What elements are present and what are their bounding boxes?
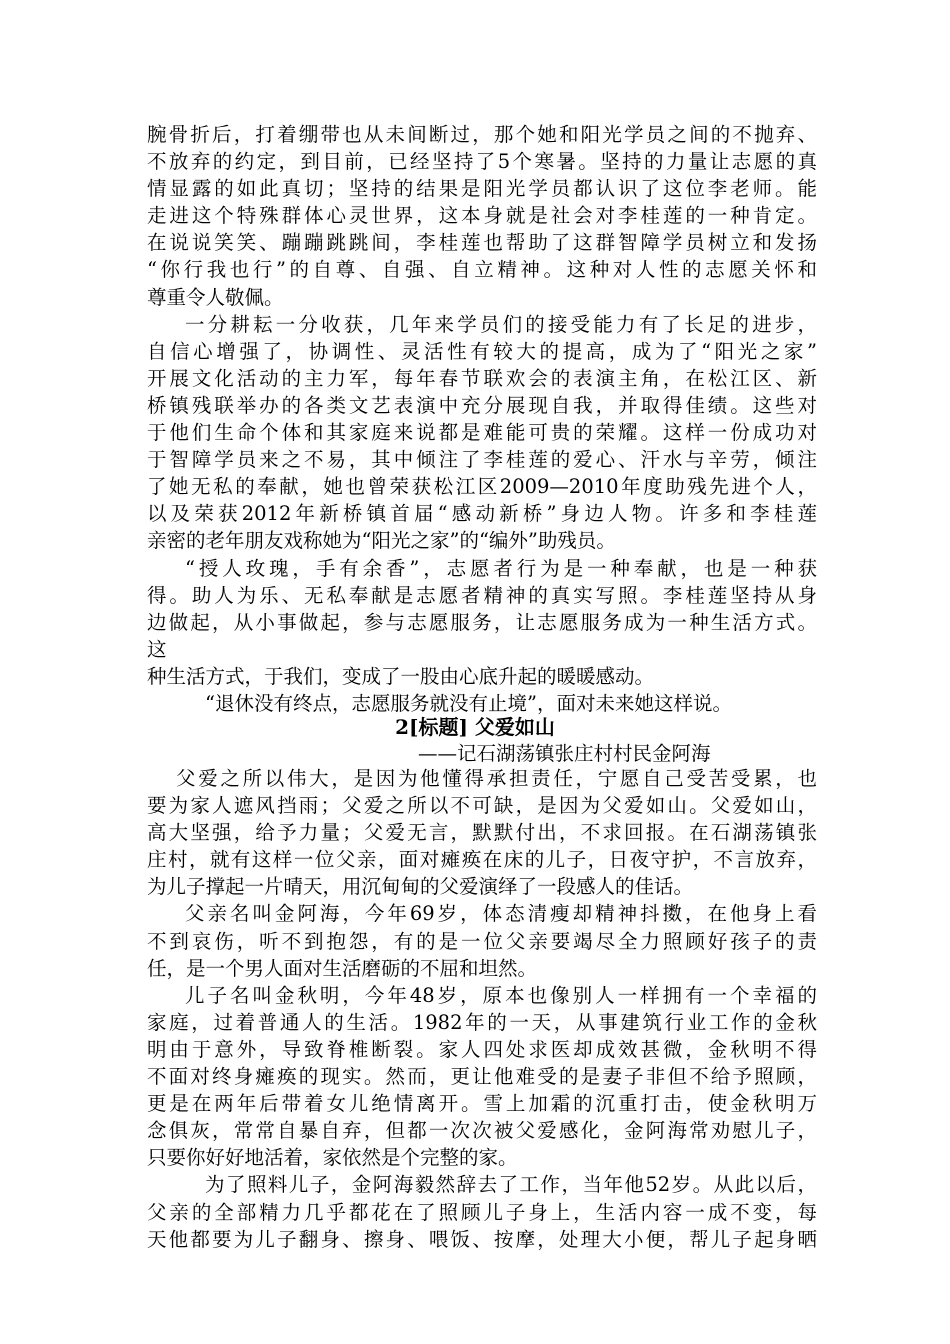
text-line: 不到哀伤，听不到抱怨，有的是一位父亲要竭尽全力照顾好孩子的责 [147, 929, 817, 953]
text-line: 要为家人遮风挡雨；父爱之所以不可缺，是因为父爱如山。父爱如山， [147, 794, 817, 818]
text-line: 腕骨折后，打着绷带也从未间断过，那个她和阳光学员之间的不抛弃、 [147, 123, 817, 146]
text-line: 明由于意外，导致脊椎断裂。家人四处求医却成效甚微，金秋明不得 [147, 1037, 817, 1061]
text-line: 庄村，就有这样一位父亲，面对瘫痪在床的儿子，日夜守护，不言放弃， [147, 848, 817, 872]
text-line: 念俱灰，常常自暴自弃，但都一次次被父爱感化，金阿海常劝慰儿子， [147, 1119, 817, 1143]
text-line: 为了照料儿子，金阿海毅然辞去了工作，当年他52岁。从此以后， [205, 1173, 817, 1197]
text-line: 种生活方式，于我们，变成了一股由心底升起的暖暖感动。 [147, 664, 655, 688]
text-line: 这 [147, 637, 167, 661]
text-line: 得。助人为乐、无私奉献是志愿者精神的真实写照。李桂莲坚持从身 [147, 583, 817, 607]
text-line: 于他们生命个体和其家庭来说都是难能可贵的荣耀。这样一份成功对 [147, 421, 817, 445]
text-line: 高大坚强，给予力量；父爱无言，默默付出，不求回报。在石湖荡镇张 [147, 821, 817, 845]
text-line: 只要你好好地活着，家依然是个完整的家。 [147, 1146, 518, 1170]
text-line: 以及荣获2012年新桥镇首届“感动新桥”身边人物。许多和李桂莲 [147, 502, 817, 526]
text-line: 父亲的全部精力几乎都花在了照顾儿子身上，生活内容一成不变，每 [147, 1200, 817, 1224]
text-line: 更是在两年后带着女儿绝情离开。雪上加霜的沉重打击，使金秋明万 [147, 1092, 817, 1116]
text-line: “授人玫瑰，手有余香”，志愿者行为是一种奉献，也是一种获 [185, 556, 817, 580]
text-line: 尊重令人敬佩。 [147, 285, 284, 309]
text-line: 走进这个特殊群体心灵世界，这本身就是社会对李桂莲的一种肯定。 [147, 204, 817, 228]
text-line: “你行我也行”的自尊、自强、自立精神。这种对人性的志愿关怀和 [147, 258, 817, 282]
text-line: 一分耕耘一分收获，几年来学员们的接受能力有了长足的进步， [185, 312, 817, 336]
text-line: 了她无私的奉献，她也曾荣获松江区2009—2010年度助残先进个人， [147, 475, 817, 499]
article-1-body [147, 121, 817, 717]
text-line: 开展文化活动的主力军，每年春节联欢会的表演主角，在松江区、新 [147, 366, 817, 390]
article-2-body [147, 765, 817, 1253]
text-line: 不放弃的约定，到目前，已经坚持了5个寒暑。坚持的力量让志愿的真 [147, 150, 817, 174]
text-line: 亲密的老年朋友戏称她为“阳光之家”的“编外”助残员。 [147, 529, 616, 553]
text-line: 情显露的如此真切；坚持的结果是阳光学员都认识了这位李老师。能 [147, 177, 817, 201]
text-line: “退休没有终点，志愿服务就没有止境”，面对未来她这样说。 [205, 691, 732, 715]
text-line: 父爱之所以伟大，是因为他懂得承担责任，宁愿自己受苦受累，也 [176, 767, 817, 790]
text-line: 桥镇残联举办的各类文艺表演中充分展现自我，并取得佳绩。这些对 [147, 393, 817, 417]
article-2-title: 2[标题] 父爱如山 [395, 715, 555, 739]
text-line: 不面对终身瘫痪的现实。然而，更让他难受的是妻子非但不给予照顾， [147, 1065, 817, 1089]
text-line: 父亲名叫金阿海，今年69岁，体态清瘦却精神抖擞，在他身上看 [185, 902, 817, 926]
text-line: 儿子名叫金秋明，今年48岁，原本也像别人一样拥有一个幸福的 [185, 983, 817, 1007]
text-line: 家庭，过着普通人的生活。1982年的一天，从事建筑行业工作的金秋 [147, 1010, 817, 1034]
text-line: 边做起，从小事做起，参与志愿服务，让志愿服务成为一种生活方式。 [147, 610, 817, 634]
article-2-subtitle: ——记石湖荡镇张庄村村民金阿海 [418, 742, 711, 765]
text-line: 自信心增强了，协调性、灵活性有较大的提高，成为了“阳光之家” [147, 339, 817, 363]
text-line: 天他都要为儿子翻身、擦身、喂饭、按摩，处理大小便，帮儿子起身晒 [147, 1227, 817, 1251]
text-line: 于智障学员来之不易，其中倾注了李桂莲的爱心、汗水与辛劳，倾注 [147, 448, 817, 472]
text-line: 任，是一个男人面对生活磨砺的不屈和坦然。 [147, 956, 538, 980]
text-line: 在说说笑笑、蹦蹦跳跳间，李桂莲也帮助了这群智障学员树立和发扬 [147, 231, 817, 255]
text-line: 为儿子撑起一片晴天，用沉甸甸的父爱演绎了一段感人的佳话。 [147, 875, 694, 899]
